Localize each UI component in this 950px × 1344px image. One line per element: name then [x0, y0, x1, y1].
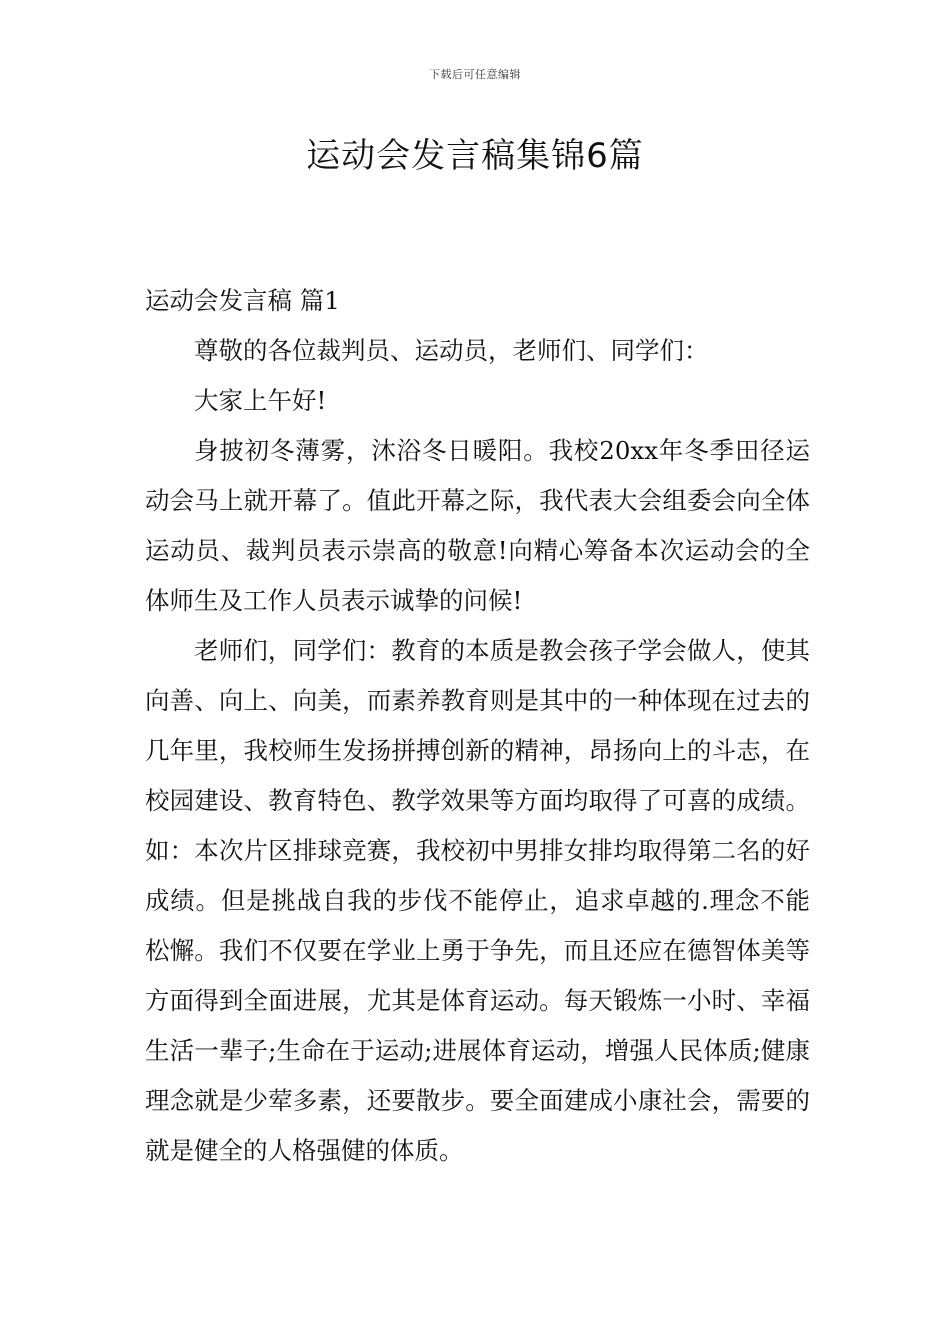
paragraph-opening: 身披初冬薄雾，沐浴冬日暖阳。我校20xx年冬季田径运动会马上就开幕了。值此开幕之际，我代表大会组委会向全体运动员、裁判员表示崇高的敬意!向精心筹备本次运动会的全体师生及工作人员表示诚挚的问候! [145, 436, 810, 615]
header-note: 下载后可任意编辑 [429, 68, 521, 81]
document-body [145, 276, 810, 1176]
paragraph-salutation: 尊敬的各位裁判员、运动员，老师们、同学们： [194, 336, 709, 365]
paragraph-greeting: 大家上午好! [194, 386, 327, 415]
section-heading: 运动会发言稿 篇1 [145, 286, 340, 315]
document-title: 运动会发言稿集锦6篇 [306, 136, 644, 176]
paragraph-body: 老师们，同学们：教育的本质是教会孩子学会做人，使其向善、向上、向美，而素养教育则是其中的一种体现在过去的几年里，我校师生发扬拼搏创新的精神，昂扬向上的斗志，在校园建设、教育特色、教学效果等方面均取得了可喜的成绩。如：本次片区排球竞赛，我校初中男排女排均取得第二名的好成绩。但是挑战自我的步伐不能停止，追求卓越的.理念不能松懈。我们不仅要在学业上勇于争先，而且还应在德智体美等方面得到全面进展，尤其是体育运动。每天锻炼一小时、幸福生活一辈子;生命在于运动;进展体育运动，增强人民体质;健康理念就是少荤多素，还要散步。要全面建成小康社会，需要的就是健全的人格强健的体质。 [145, 636, 810, 1165]
